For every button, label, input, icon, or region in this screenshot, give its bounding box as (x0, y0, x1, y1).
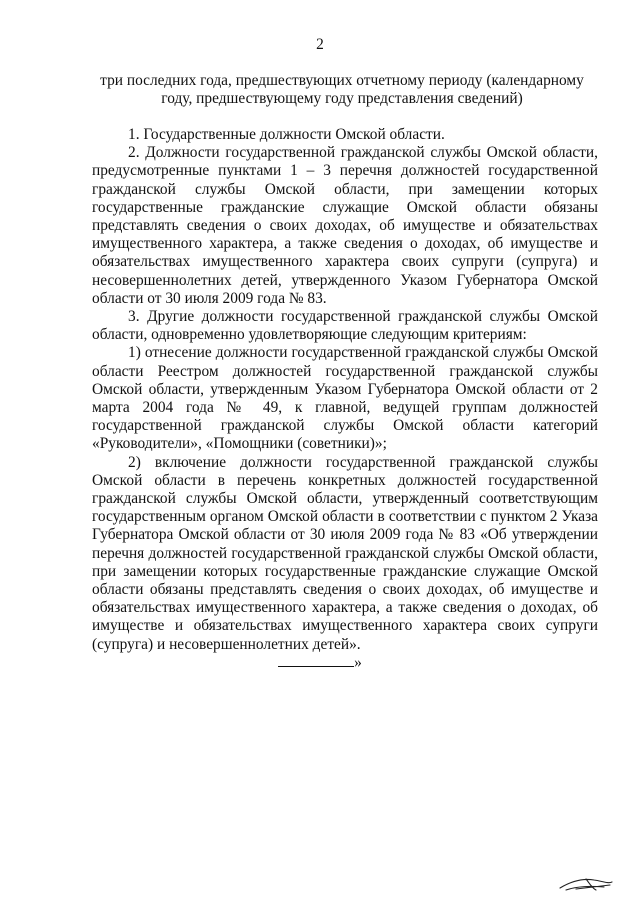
handwritten-signature (556, 872, 616, 894)
page-number: 2 (316, 36, 324, 53)
list-item: 1) отнесение должности государственной гражданской службы Омской области Реестром должностей государственной гражданской службы Омской области, утвержденным Указом Губернатора Омской области от 2 марта 2004 года № 49, к главной, ведущей группам должностей государственной гражданской службы Омской области категорий «Руководители», «Помощники (советники)»; (92, 344, 598, 453)
intro-paragraph: три последних года, предшествующих отчетному периоду (календарному году, предшествующему году представления сведений) (100, 72, 584, 108)
document-body (92, 126, 598, 654)
closing-quote: » (354, 654, 362, 671)
document-end-mark (0, 654, 640, 672)
list-item: 2. Должности государственной гражданской службы Омской области, предусмотренные пунктами 1 – 3 перечня должностей государственной гражданской службы Омской области, при замещении которых государственные гражданские служащие Омской области обязаны представлять сведения о своих доходах, об имуществе и обязательствах имущественного характера, а также сведения о доходах, об имуществе и обязательствах имущественного характера своих супруги (супруга) и несовершеннолетних детей, утвержденного Указом Губернатора Омской области от 30 июля 2009 года № 83. (92, 144, 598, 307)
list-item: 1. Государственные должности Омской области. (128, 126, 445, 143)
list-item: 3. Другие должности государственной гражданской службы Омской области, одновременно удовлетворяющие следующим критериям: (92, 308, 598, 344)
end-rule (278, 654, 354, 667)
list-item: 2) включение должности государственной гражданской службы Омской области в перечень конкретных должностей государственной гражданской службы Омской области, утвержденный соответствующим государственным органом Омской области в соответствии с пунктом 2 Указа Губернатора Омской области от 30 июля 2009 года № 83 «Об утверждении перечня должностей государственной гражданской службы Омской области, при замещении которых государственные гражданские служащие Омской области обязаны представлять сведения о своих доходах, об имуществе и обязательствах имущественного характера, а также сведения о доходах, об имуществе и обязательствах имущественного характера своих супруги (супруга) и несовершеннолетних детей». (92, 453, 598, 653)
